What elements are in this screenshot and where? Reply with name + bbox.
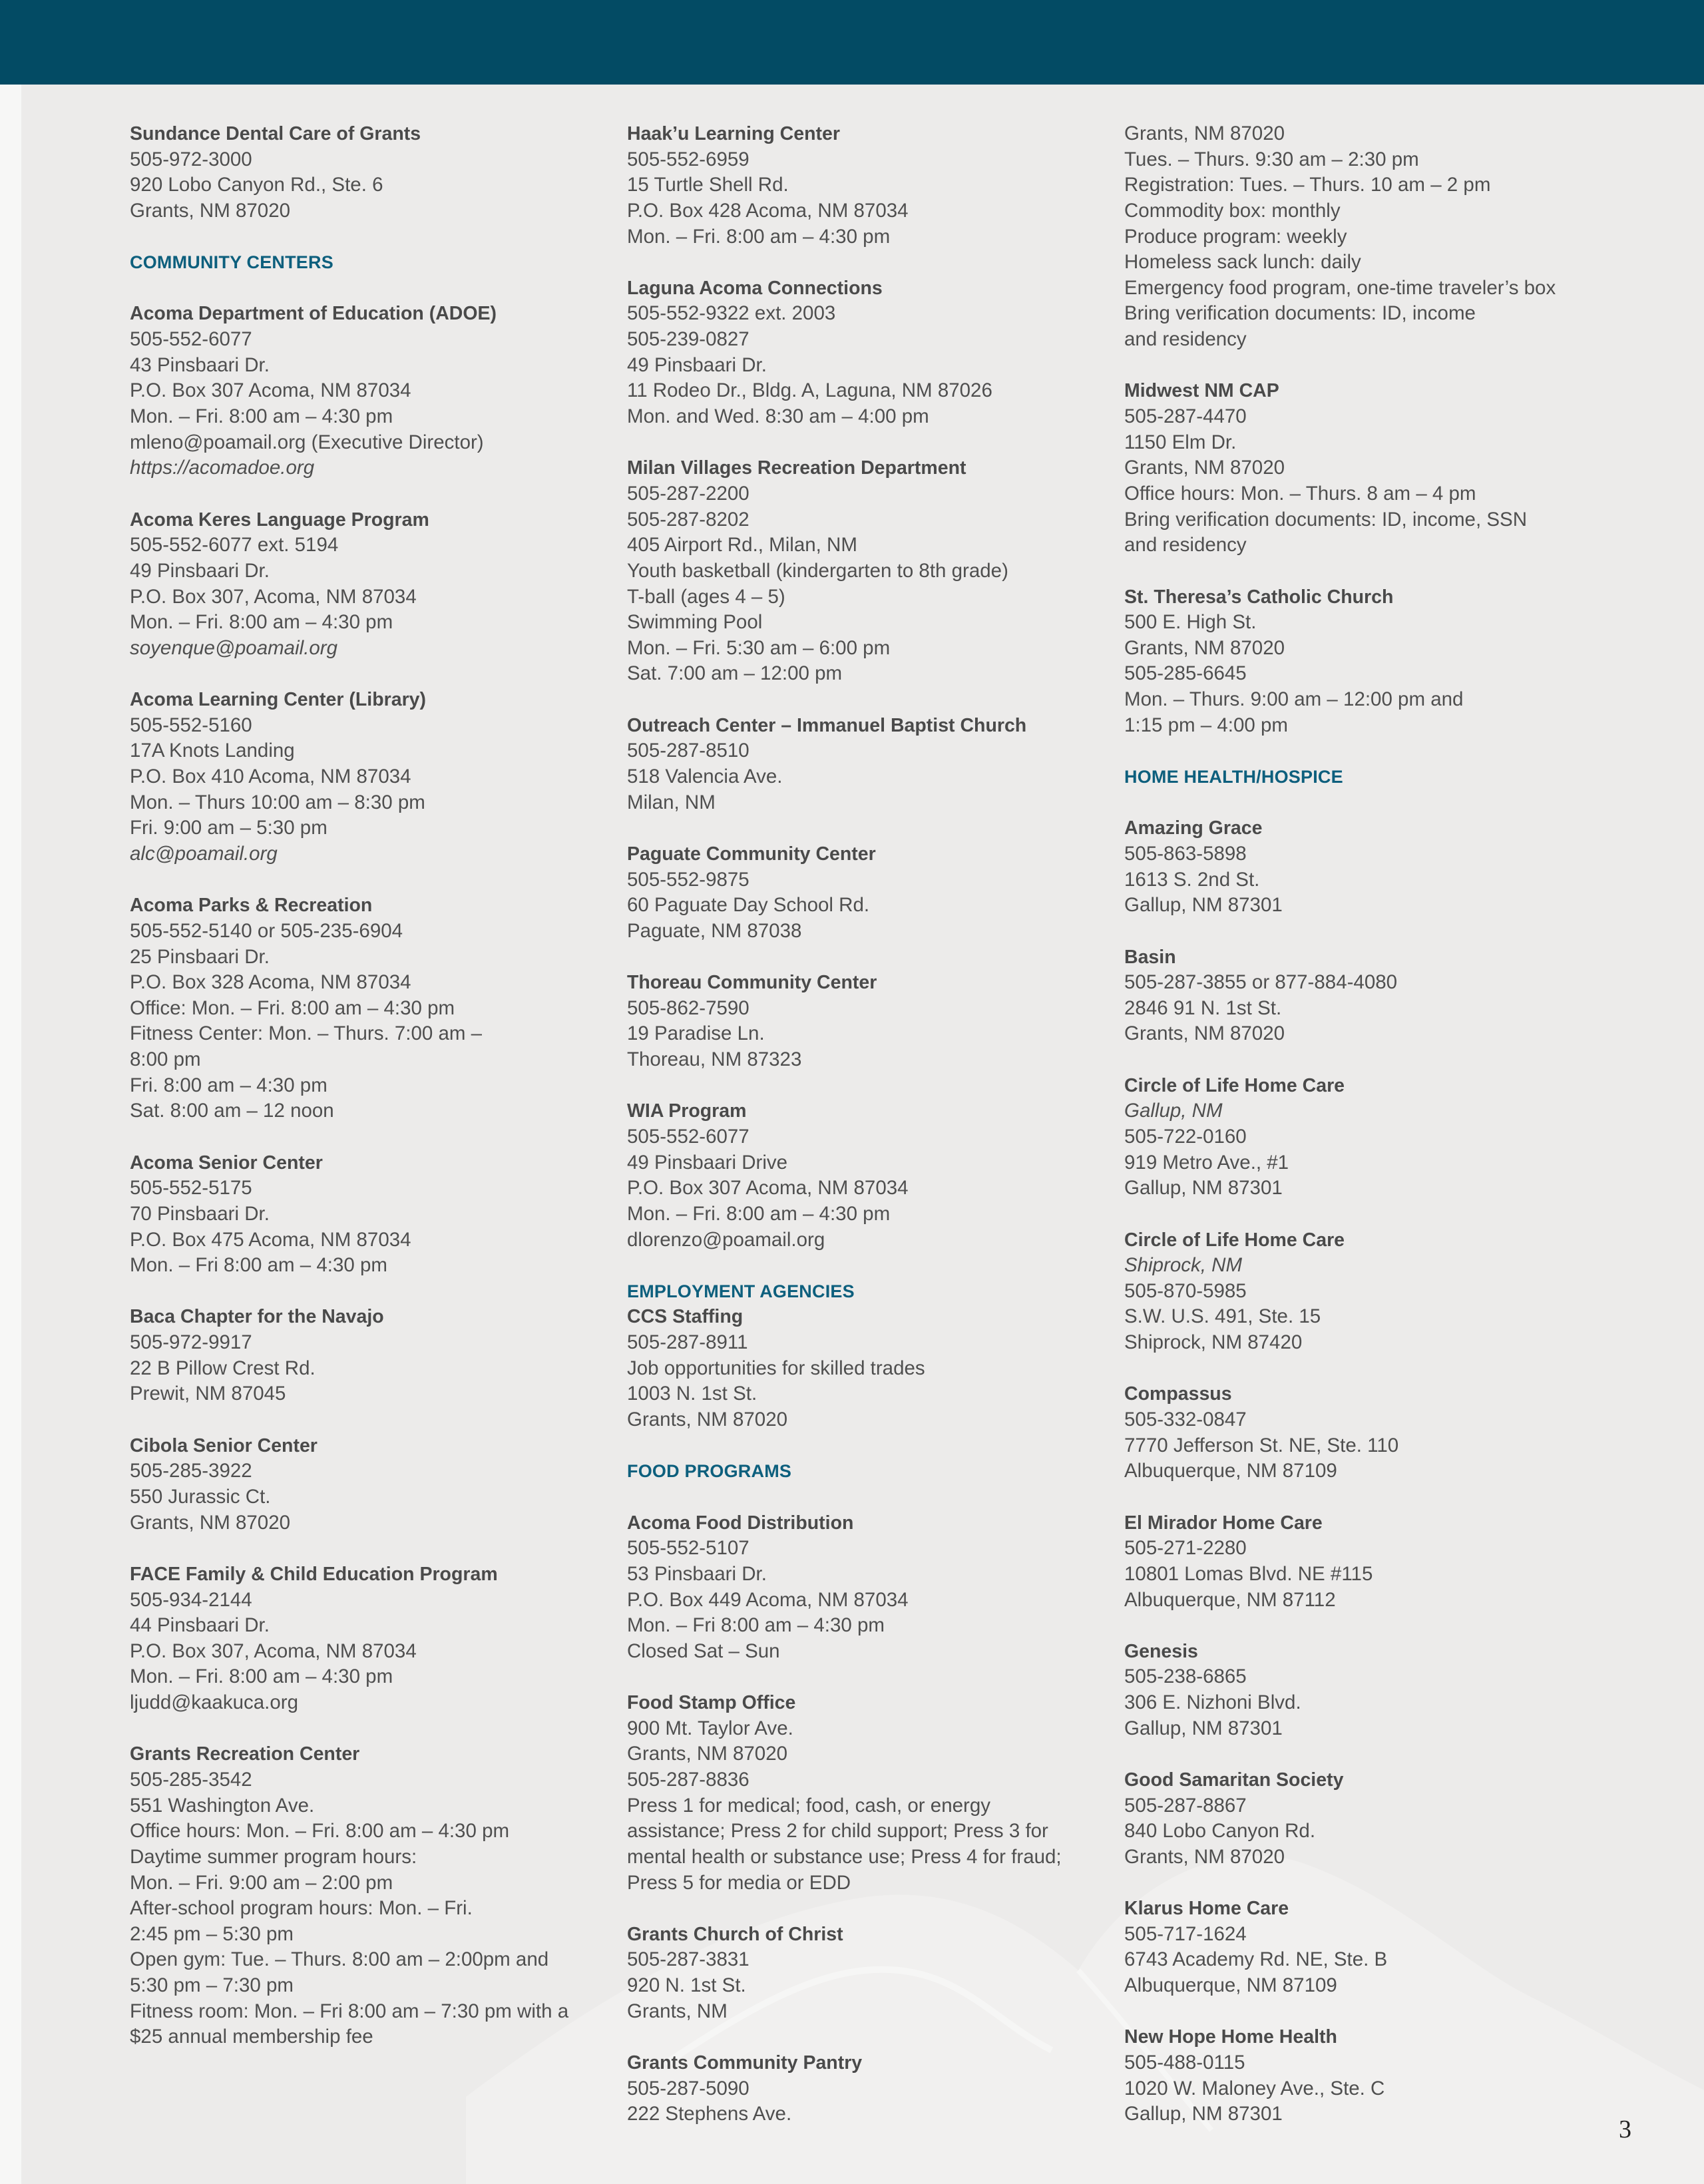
entry-line: T-ball (ages 4 – 5) [627, 585, 785, 608]
entry-line: 505-972-9917 [130, 1331, 252, 1354]
entry-line: Mon. – Fri 8:00 am – 4:30 pm [130, 1254, 387, 1277]
entry-name: Acoma Food Distribution [627, 1512, 854, 1534]
entry-name: Genesis [1124, 1640, 1198, 1662]
entry-line: 505-552-5175 [130, 1177, 252, 1200]
entry-line: Mon. – Fri. 8:00 am – 4:30 pm [627, 225, 891, 248]
page-number: 3 [1619, 2115, 1631, 2143]
entry-line: Grants, NM 87020 [1124, 636, 1285, 659]
entry-line: Mon. and Wed. 8:30 am – 4:00 pm [627, 405, 929, 428]
entry-line: 505-287-5090 [627, 2077, 749, 2099]
entry-line: 7770 Jefferson St. NE, Ste. 110 [1124, 1434, 1399, 1456]
entry-line: Mon. – Thurs 10:00 am – 8:30 pm [130, 791, 425, 813]
entry-line: and residency [1124, 328, 1247, 351]
spacer [627, 1484, 1093, 1510]
entry-name: Circle of Life Home Care [1124, 1229, 1345, 1251]
entry-line: Sat. 7:00 am – 12:00 pm [627, 662, 843, 685]
entry-line: and residency [1124, 534, 1247, 556]
entry-line: Tues. – Thurs. 9:30 am – 2:30 pm [1124, 148, 1419, 170]
entry-line: 53 Pinsbaari Dr. [627, 1562, 767, 1585]
entry-line: Grants, NM 87020 [1124, 457, 1285, 479]
spacer [1124, 1047, 1590, 1073]
spacer [627, 1664, 1093, 1690]
spacer [1124, 1870, 1590, 1896]
entry-name: Acoma Keres Language Program [130, 509, 429, 531]
entry-line: Shiprock, NM 87420 [1124, 1331, 1303, 1354]
entry-line: Produce program: weekly [1124, 225, 1347, 248]
spacer [627, 250, 1093, 276]
entry-name: Acoma Parks & Recreation [130, 895, 373, 917]
spacer [1124, 790, 1590, 816]
entry-line: mental health or substance use; Press 4 for fraud; [627, 1845, 1062, 1868]
spacer [627, 1253, 1093, 1279]
entry-line: 550 Jurassic Ct. [130, 1485, 271, 1508]
entry-line: P.O. Box 449 Acoma, NM 87034 [627, 1588, 909, 1611]
entry-line: 70 Pinsbaari Dr. [130, 1202, 270, 1225]
entry-line: 1613 S. 2nd St. [1124, 868, 1260, 891]
entry-line: 15 Turtle Shell Rd. [627, 174, 789, 196]
entry-line: 2846 91 N. 1st St. [1124, 996, 1282, 1019]
entry-name: Basin [1124, 946, 1176, 968]
entry-line: 505-552-6959 [627, 148, 749, 170]
entry-line: S.W. U.S. 491, Ste. 15 [1124, 1305, 1321, 1328]
spacer [627, 687, 1093, 713]
entry-name: Acoma Senior Center [130, 1152, 323, 1174]
spacer [627, 430, 1093, 456]
entry-line: Grants, NM 87020 [1124, 122, 1285, 144]
entry-line: Sat. 8:00 am – 12 noon [130, 1100, 334, 1122]
entry-line: 505-287-8911 [627, 1331, 748, 1354]
entry-name: Milan Villages Recreation Department [627, 457, 966, 479]
entry-line: 505-552-9875 [627, 868, 749, 891]
entry-line: P.O. Box 410 Acoma, NM 87034 [130, 765, 411, 788]
entry-name: Baca Chapter for the Navajo [130, 1306, 384, 1328]
spacer [1124, 1613, 1590, 1639]
entry-line: 60 Paguate Day School Rd. [627, 894, 870, 917]
entry-line: Mon. – Fri. 9:00 am – 2:00 pm [130, 1871, 393, 1894]
entry-line: 920 N. 1st St. [627, 1974, 746, 1997]
entry-line: P.O. Box 307, Acoma, NM 87034 [130, 1639, 417, 1662]
spacer [627, 1073, 1093, 1099]
entry-line: P.O. Box 307, Acoma, NM 87034 [130, 585, 417, 608]
spacer [1124, 1741, 1590, 1767]
entry-line: 222 Stephens Ave. [627, 2103, 792, 2125]
entry-line: Grants, NM 87020 [1124, 1022, 1285, 1045]
entry-line: 5:30 pm – 7:30 pm [130, 1974, 294, 1997]
entry-line: 11 Rodeo Dr., Bldg. A, Laguna, NM 87026 [627, 379, 992, 402]
section-heading: FOOD PROGRAMS [627, 1461, 792, 1482]
entry-line: Mon. – Fri. 8:00 am – 4:30 pm [130, 405, 393, 428]
entry-line: 505-271-2280 [1124, 1537, 1247, 1560]
entry-name: Circle of Life Home Care [1124, 1074, 1345, 1096]
entry-line: Mon. – Thurs. 9:00 am – 12:00 pm and [1124, 688, 1464, 711]
entry-line: Press 1 for medical; food, cash, or energy [627, 1794, 991, 1817]
entry-line: Press 5 for media or EDD [627, 1871, 851, 1894]
entry-line: P.O. Box 328 Acoma, NM 87034 [130, 971, 411, 994]
spacer [130, 867, 596, 893]
entry-line: ljudd@kaakuca.org [130, 1691, 298, 1714]
entry-name: Cibola Senior Center [130, 1434, 318, 1456]
entry-name: Amazing Grace [1124, 817, 1263, 839]
entry-line: 17A Knots Landing [130, 740, 295, 762]
entry-line: Bring verification documents: ID, income, SSN [1124, 508, 1527, 531]
entry-line: 505-870-5985 [1124, 1279, 1247, 1302]
entry-line: 505-287-4470 [1124, 405, 1247, 428]
entry-line: Albuquerque, NM 87109 [1124, 1460, 1337, 1482]
entry-line: 505-863-5898 [1124, 842, 1247, 865]
entry-line: 6743 Academy Rd. NE, Ste. B [1124, 1948, 1388, 1971]
spacer [130, 1124, 596, 1150]
entry-line: Swimming Pool [627, 611, 763, 634]
entry-line: Homeless sack lunch: daily [1124, 251, 1361, 274]
entry-line: Gallup, NM 87301 [1124, 894, 1283, 917]
entry-italic-line: https://acomadoe.org [130, 457, 315, 479]
entry-name: Grants Recreation Center [130, 1743, 360, 1765]
entry-line: Mon. – Fri. 8:00 am – 4:30 pm [130, 611, 393, 634]
entry-name: Grants Church of Christ [627, 1923, 843, 1945]
entry-line: Fri. 9:00 am – 5:30 pm [130, 817, 327, 839]
entry-line: 49 Pinsbaari Dr. [130, 559, 270, 582]
entry-name: Outreach Center – Immanuel Baptist Church [627, 714, 1027, 736]
spacer [1124, 558, 1590, 584]
entry-line: 505-285-6645 [1124, 662, 1247, 685]
entry-line: 900 Mt. Taylor Ave. [627, 1717, 793, 1739]
entry-line: 8:00 pm [130, 1048, 201, 1071]
entry-line: 43 Pinsbaari Dr. [130, 353, 270, 376]
entry-line: 518 Valencia Ave. [627, 765, 783, 788]
entry-name: Food Stamp Office [627, 1692, 796, 1714]
spacer [1124, 1356, 1590, 1382]
spacer [1124, 738, 1590, 764]
entry-line: 49 Pinsbaari Dr. [627, 353, 767, 376]
entry-line: Albuquerque, NM 87109 [1124, 1974, 1337, 1997]
spacer [627, 2024, 1093, 2050]
entry-line: Fri. 8:00 am – 4:30 pm [130, 1074, 327, 1096]
entry-line: 505-552-6077 ext. 5194 [130, 534, 339, 556]
entry-name: El Mirador Home Care [1124, 1512, 1323, 1534]
entry-line: 2:45 pm – 5:30 pm [130, 1922, 294, 1945]
entry-line: 551 Washington Ave. [130, 1794, 315, 1817]
entry-name: Sundance Dental Care of Grants [130, 123, 421, 144]
entry-line: 1150 Elm Dr. [1124, 431, 1237, 453]
entry-line: 505-285-3922 [130, 1460, 252, 1482]
entry-name: Midwest NM CAP [1124, 380, 1279, 402]
spacer [130, 661, 596, 687]
entry-line: Paguate, NM 87038 [627, 919, 802, 942]
entry-line: 505-552-6077 [130, 328, 252, 351]
spacer [627, 815, 1093, 841]
entry-line: Mon. – Fri. 8:00 am – 4:30 pm [130, 1665, 393, 1688]
entry-line: 505-287-8510 [627, 740, 749, 762]
entry-line: Grants, NM 87020 [130, 199, 291, 222]
entry-line: 505-552-6077 [627, 1125, 749, 1148]
entry-line: P.O. Box 428 Acoma, NM 87034 [627, 199, 909, 222]
entry-line: Youth basketball (kindergarten to 8th grade) [627, 559, 1008, 582]
spacer [1124, 1201, 1590, 1227]
entry-line: Office: Mon. – Fri. 8:00 am – 4:30 pm [130, 996, 455, 1019]
entry-line: Office hours: Mon. – Thurs. 8 am – 4 pm [1124, 482, 1476, 505]
entry-line: Grants, NM 87020 [627, 1409, 788, 1431]
entry-name: St. Theresa’s Catholic Church [1124, 586, 1394, 608]
entry-line: 505-238-6865 [1124, 1665, 1247, 1688]
spacer [130, 1279, 596, 1305]
entry-line: P.O. Box 307 Acoma, NM 87034 [130, 379, 411, 402]
entry-name: Paguate Community Center [627, 843, 876, 865]
entry-line: 505-488-0115 [1124, 2052, 1245, 2074]
entry-line: P.O. Box 307 Acoma, NM 87034 [627, 1177, 909, 1200]
entry-line: Fitness room: Mon. – Fri 8:00 am – 7:30 pm with a [130, 2000, 569, 2022]
entry-line: 505-972-3000 [130, 148, 252, 170]
entry-name: Acoma Department of Education (ADOE) [130, 303, 497, 325]
entry-name: CCS Staffing [627, 1306, 744, 1328]
entry-line: 10801 Lomas Blvd. NE #115 [1124, 1562, 1373, 1585]
entry-line: 49 Pinsbaari Drive [627, 1151, 788, 1174]
entry-line: Prewit, NM 87045 [130, 1383, 286, 1405]
section-heading: EMPLOYMENT AGENCIES [627, 1281, 855, 1301]
entry-line: 505-287-8836 [627, 1769, 749, 1791]
entry-name: Good Samaritan Society [1124, 1769, 1344, 1791]
spacer [1124, 1999, 1590, 2025]
entry-line: Albuquerque, NM 87112 [1124, 1588, 1336, 1611]
column-1 [130, 121, 596, 2050]
entry-line: Grants, NM 87020 [130, 1511, 291, 1534]
spacer [130, 1716, 596, 1742]
entry-line: 505-552-5107 [627, 1537, 749, 1560]
entry-line: Grants, NM 87020 [1124, 1845, 1285, 1868]
entry-line: Daytime summer program hours: [130, 1845, 417, 1868]
spacer [1124, 1484, 1590, 1510]
entry-line: 505-934-2144 [130, 1588, 252, 1611]
entry-line: 505-552-5160 [130, 714, 252, 736]
entry-line: 505-332-0847 [1124, 1409, 1247, 1431]
entry-line: Fitness Center: Mon. – Thurs. 7:00 am – [130, 1022, 483, 1045]
entry-line: 505-552-9322 ext. 2003 [627, 302, 836, 325]
spacer [130, 1407, 596, 1433]
entry-line: Job opportunities for skilled trades [627, 1357, 925, 1379]
entry-name: Compassus [1124, 1383, 1232, 1405]
entry-line: 505-287-3831 [627, 1948, 749, 1971]
entry-italic-line: Shiprock, NM [1124, 1254, 1243, 1277]
entry-name: Klarus Home Care [1124, 1898, 1289, 1920]
entry-line: Grants, NM [627, 2000, 728, 2022]
entry-line: Grants, NM 87020 [627, 1743, 788, 1765]
entry-line: 505-239-0827 [627, 328, 749, 351]
entry-line: 44 Pinsbaari Dr. [130, 1614, 270, 1637]
column-3 [1124, 121, 1590, 2127]
entry-line: 1003 N. 1st St. [627, 1383, 757, 1405]
entry-italic-line: alc@poamail.org [130, 842, 278, 865]
spacer [1124, 919, 1590, 945]
entry-line: Milan, NM [627, 791, 716, 813]
entry-name: Acoma Learning Center (Library) [130, 689, 427, 711]
spacer [130, 481, 596, 507]
spacer [130, 1536, 596, 1562]
entry-line: Closed Sat – Sun [627, 1639, 780, 1662]
spacer [130, 224, 596, 250]
entry-line: P.O. Box 475 Acoma, NM 87034 [130, 1228, 411, 1251]
entry-name: Thoreau Community Center [627, 972, 877, 994]
entry-line: Mon. – Fri. 8:00 am – 4:30 pm [627, 1202, 891, 1225]
entry-line: dlorenzo@poamail.org [627, 1228, 825, 1251]
spacer [627, 945, 1093, 971]
entry-italic-line: Gallup, NM [1124, 1100, 1223, 1122]
entry-line: 505-287-8202 [627, 508, 749, 531]
entry-line: 500 E. High St. [1124, 611, 1257, 634]
entry-name: Haak’u Learning Center [627, 123, 840, 144]
spacer [130, 276, 596, 302]
entry-line: Gallup, NM 87301 [1124, 1177, 1283, 1200]
entry-line: Mon. – Fri 8:00 am – 4:30 pm [627, 1614, 885, 1637]
spacer [1124, 353, 1590, 379]
entry-line: 505-287-3855 or 877-884-4080 [1124, 971, 1398, 994]
entry-line: 22 B Pillow Crest Rd. [130, 1357, 316, 1379]
entry-line: 505-722-0160 [1124, 1125, 1247, 1148]
entry-line: Open gym: Tue. – Thurs. 8:00 am – 2:00pm and [130, 1948, 549, 1971]
entry-line: After-school program hours: Mon. – Fri. [130, 1897, 473, 1920]
entry-line: Commodity box: monthly [1124, 199, 1341, 222]
entry-line: 25 Pinsbaari Dr. [130, 945, 270, 968]
entry-line: 306 E. Nizhoni Blvd. [1124, 1691, 1301, 1714]
section-heading: COMMUNITY CENTERS [130, 252, 333, 273]
entry-line: 505-287-2200 [627, 482, 749, 505]
entry-line: Thoreau, NM 87323 [627, 1048, 802, 1071]
entry-line: 505-285-3542 [130, 1769, 252, 1791]
entry-line: Bring verification documents: ID, income [1124, 302, 1476, 325]
entry-name: WIA Program [627, 1100, 747, 1122]
entry-italic-line: soyenque@poamail.org [130, 636, 338, 659]
entry-line: 1020 W. Maloney Ave., Ste. C [1124, 2077, 1385, 2099]
entry-line: 19 Paradise Ln. [627, 1022, 765, 1045]
entry-name: New Hope Home Health [1124, 2026, 1337, 2048]
entry-line: $25 annual membership fee [130, 2026, 373, 2048]
entry-line: Gallup, NM 87301 [1124, 2103, 1283, 2125]
entry-line: 919 Metro Ave., #1 [1124, 1151, 1289, 1174]
entry-line: 920 Lobo Canyon Rd., Ste. 6 [130, 174, 383, 196]
section-heading: HOME HEALTH/HOSPICE [1124, 767, 1343, 787]
entry-line: Office hours: Mon. – Fri. 8:00 am – 4:30 pm [130, 1820, 510, 1843]
entry-line: 505-717-1624 [1124, 1922, 1247, 1945]
entry-name: FACE Family & Child Education Program [130, 1563, 498, 1585]
column-2 [627, 121, 1093, 2127]
entry-line: Gallup, NM 87301 [1124, 1717, 1283, 1739]
entry-line: 505-552-5140 or 505-235-6904 [130, 919, 403, 942]
entry-line: Mon. – Fri. 5:30 am – 6:00 pm [627, 636, 891, 659]
entry-line: 505-287-8867 [1124, 1794, 1247, 1817]
entry-line: mleno@poamail.org (Executive Director) [130, 431, 484, 453]
entry-name: Grants Community Pantry [627, 2052, 863, 2074]
entry-line: assistance; Press 2 for child support; Press 3 for [627, 1820, 1048, 1843]
spacer [627, 1896, 1093, 1922]
entry-line: 405 Airport Rd., Milan, NM [627, 534, 857, 556]
entry-line: 840 Lobo Canyon Rd. [1124, 1820, 1316, 1843]
spacer [627, 1433, 1093, 1459]
entry-name: Laguna Acoma Connections [627, 277, 883, 299]
entry-line: 1:15 pm – 4:00 pm [1124, 714, 1288, 736]
entry-line: Emergency food program, one-time traveler’s box [1124, 276, 1556, 299]
entry-line: Registration: Tues. – Thurs. 10 am – 2 pm [1124, 174, 1491, 196]
entry-line: 505-862-7590 [627, 996, 749, 1019]
